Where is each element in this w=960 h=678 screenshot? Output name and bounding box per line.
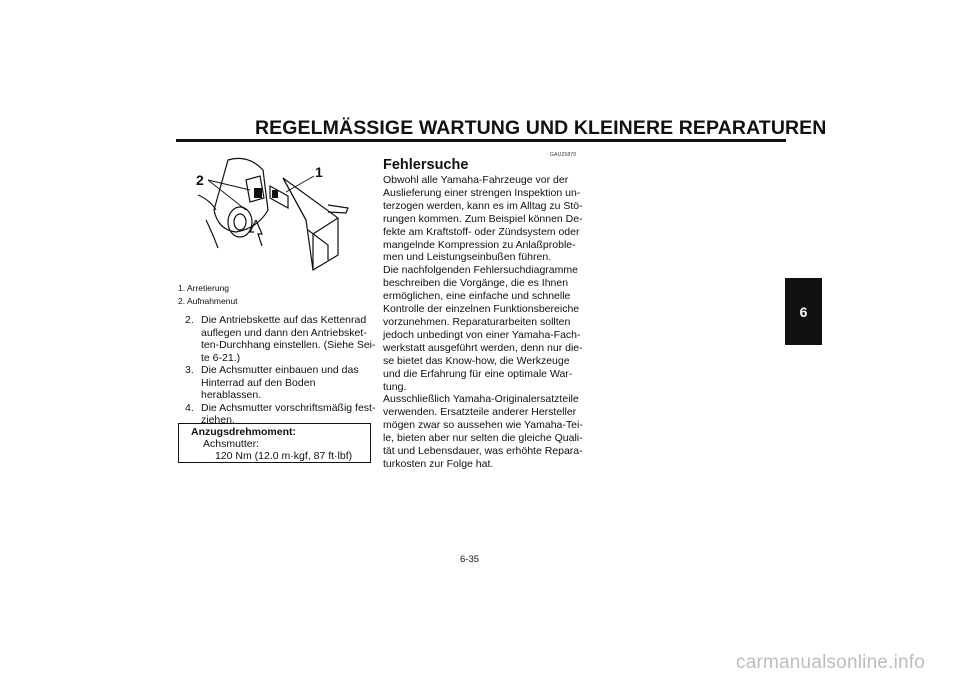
section-code: GAU25870 xyxy=(550,152,577,158)
step-text: Die Antriebskette auf das Kettenrad auflegen und dann den Antriebsketten-Durchhang einstellen. (Siehe Seite 6-21.) xyxy=(201,314,376,364)
legend-item: 2. Aufnahmenut xyxy=(178,296,238,306)
step-number: 3. xyxy=(185,364,194,376)
page-header-title: REGELMÄSSIGE WARTUNG UND KLEINERE REPARATUREN xyxy=(255,117,827,139)
swingarm-drawing xyxy=(188,150,358,278)
torque-item: Achsmutter: xyxy=(203,438,260,450)
step-number: 2. xyxy=(185,314,194,326)
legend-item: 1. Arretierung xyxy=(178,283,230,293)
section-title: Fehlersuche xyxy=(383,157,469,173)
figure-legend xyxy=(178,282,238,308)
chapter-tab[interactable]: 6 xyxy=(785,278,822,345)
step-item xyxy=(185,314,377,364)
torque-spec-box xyxy=(178,423,371,463)
callout-1: 1 xyxy=(315,164,323,180)
procedure-steps xyxy=(185,314,377,427)
callout-2: 2 xyxy=(196,172,204,188)
header-rule xyxy=(176,139,786,142)
watermark: carmanualsonline.info xyxy=(736,652,926,673)
step-text: Die Achsmutter einbauen und das Hinterrad auf den Boden herablassen. xyxy=(201,364,359,401)
step-text: Die Achsmutter vorschriftsmäßig festziehen. xyxy=(201,401,376,426)
body-paragraph: Ausschließlich Yamaha-Originalersatzteile verwenden. Ersatzteile anderer Hersteller mögen zwar so aussehen wie Yamaha-Teile, bieten aber nur selten die gleiche Qualität und Lebensdauer, was erhöhte Reparaturkosten zur Folge hat. xyxy=(383,393,583,470)
step-number: 4. xyxy=(185,401,194,414)
axle-adjuster-illustration xyxy=(188,150,358,278)
body-paragraph: Die nachfolgenden Fehlersuchdiagramme beschreiben die Vorgänge, die es Ihnen ermöglichen, eine einfache und schnelle Kontrolle der einzelnen Funktionsbereiche vorzunehmen. Reparaturarbeiten sollten jedoch unbedingt von einer Yamaha-Fachwerkstatt ausgeführt werden, denn nur diese bietet das Know-how, die Werkzeuge und die Erfahrung für eine optimale Wartung. xyxy=(383,264,583,393)
torque-value: 120 Nm (12.0 m·kgf, 87 ft·lbf) xyxy=(215,450,353,462)
section-body xyxy=(383,174,583,471)
body-paragraph: Obwohl alle Yamaha-Fahrzeuge vor der Auslieferung einer strengen Inspektion unterzogen werden, kann es im Alltag zu Störungen kommen. Zum Beispiel können Defekte am Kraftstoff- oder Zündsystem oder mangelnde Kompression zu Anlaßproblemen und Leistungseinbußen führen. xyxy=(383,174,583,264)
torque-label: Anzugsdrehmoment: xyxy=(191,426,296,438)
step-item xyxy=(185,364,377,402)
page-number: 6-35 xyxy=(460,554,480,565)
